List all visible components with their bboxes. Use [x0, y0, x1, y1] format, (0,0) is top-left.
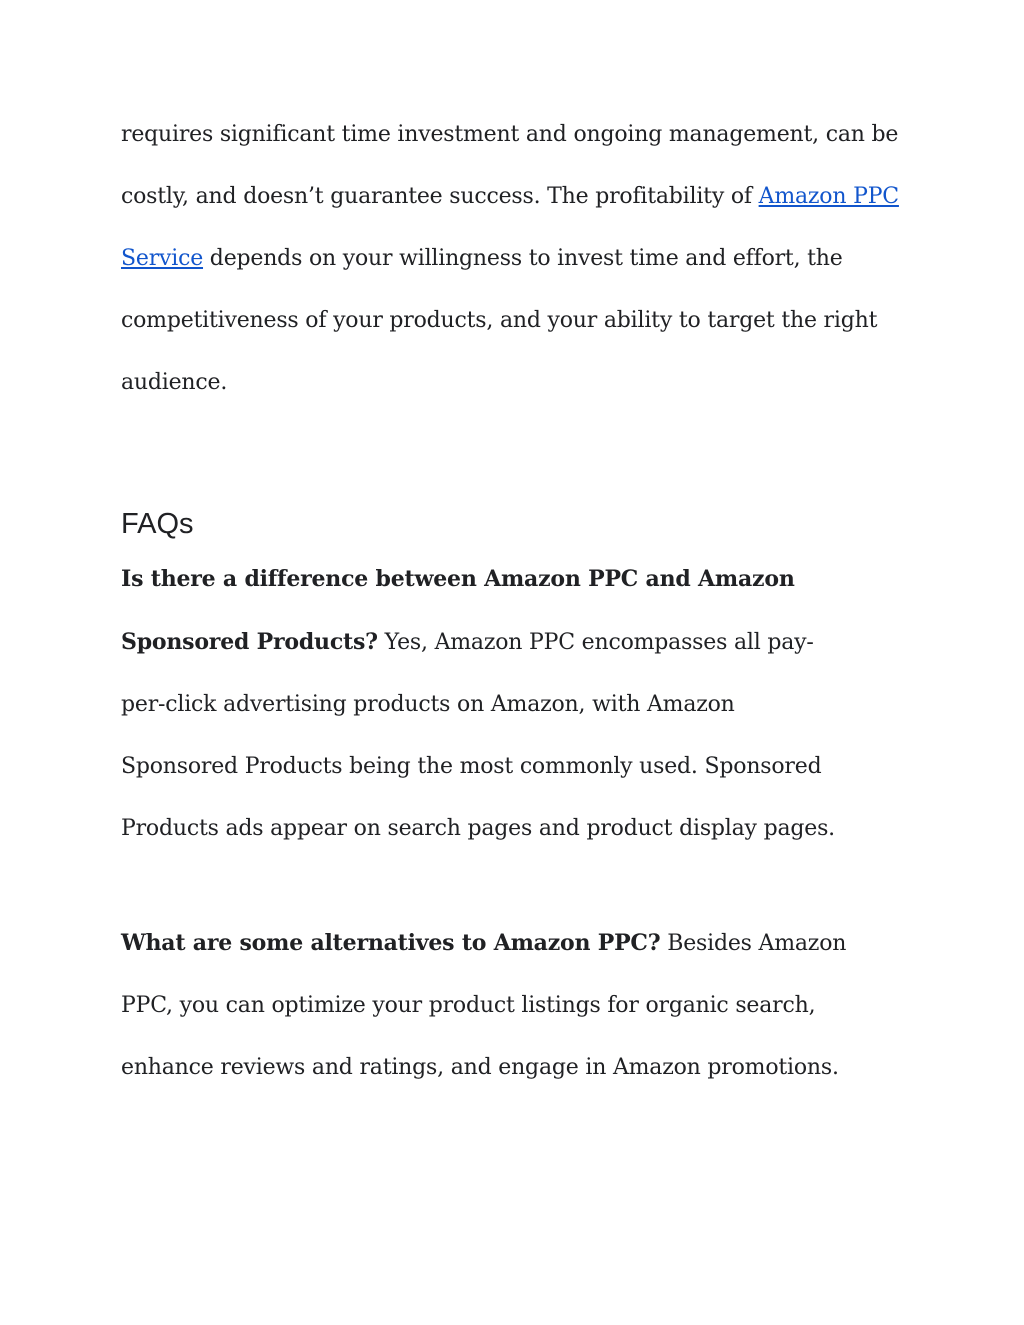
amazon-ppc-service-link[interactable]: Amazon PPC Service	[121, 184, 899, 271]
intro-text-before-link: requires significant time investment and ongoing management, can be costly, and doesn’t guarantee success. The profitability of	[121, 122, 899, 209]
faq-item	[121, 548, 841, 860]
faq-question: What are some alternatives to Amazon PPC?	[121, 930, 661, 956]
faq-answer: Besides Amazon PPC, you can optimize your product listings for organic search, enhance reviews and ratings, and engage in Amazon promotions.	[121, 931, 847, 1080]
faqs-heading: FAQs	[121, 508, 194, 540]
intro-paragraph	[121, 104, 911, 414]
intro-text-after-link: depends on your willingness to invest time and effort, the competitiveness of your products, and your ability to target the right audience.	[121, 246, 878, 395]
faq-answer: Yes, Amazon PPC encompasses all pay-per-click advertising products on Amazon, with Amazon Sponsored Products being the most commonly used. Sponsored Products ads appear on search pages and product display pages.	[121, 630, 835, 841]
faq-question: Is there a difference between Amazon PPC and Amazon Sponsored Products?	[121, 566, 795, 655]
faq-item	[121, 912, 891, 1099]
